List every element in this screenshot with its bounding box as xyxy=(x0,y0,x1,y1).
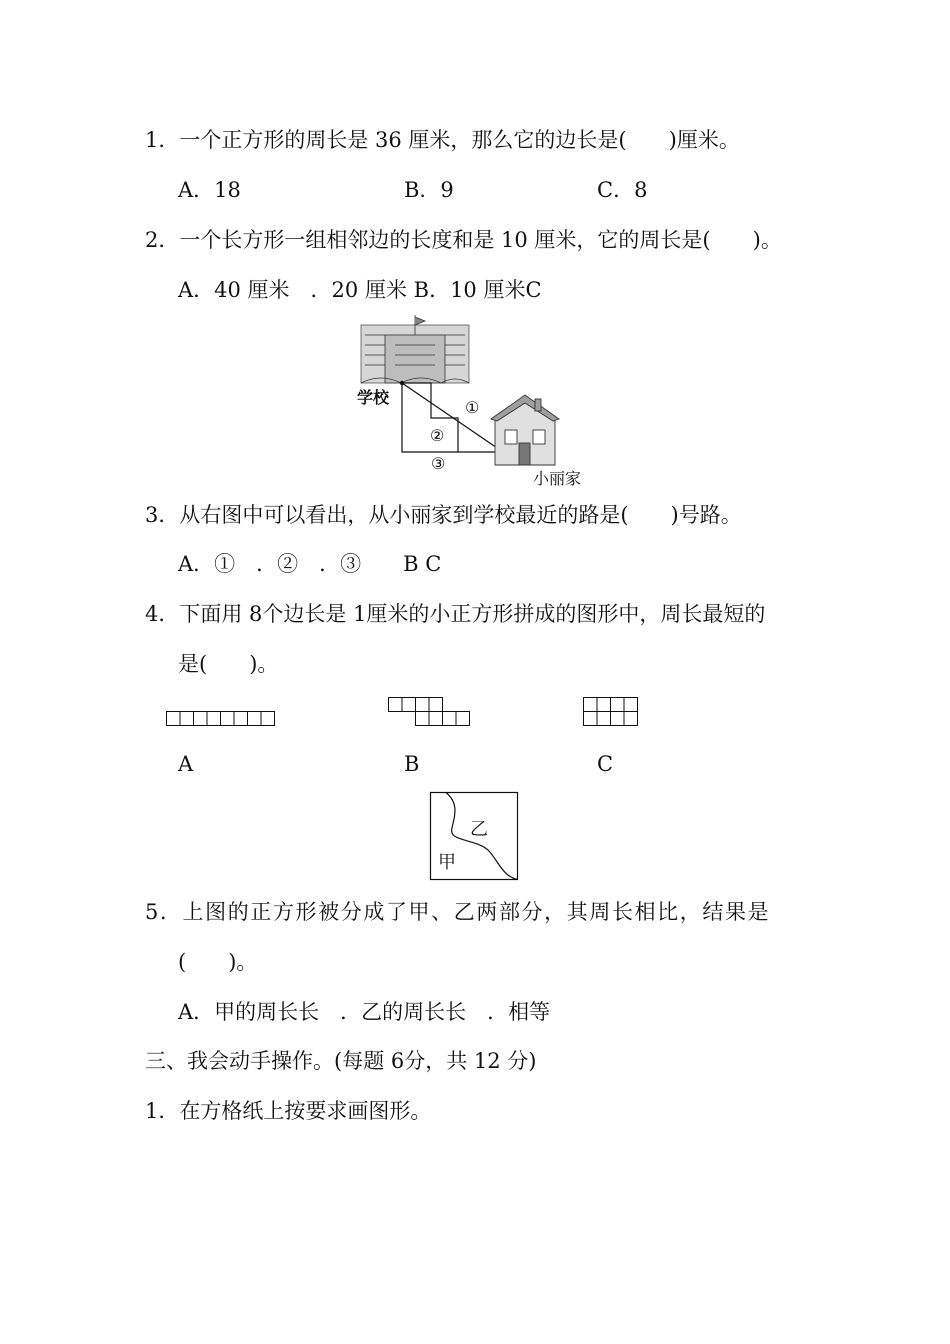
q3-options: A．① ．② ．③ B C xyxy=(178,552,442,576)
section3-heading: 三、我会动手操作。(每题 6分，共 12 分) xyxy=(145,1049,537,1073)
home-label: 小丽家 xyxy=(533,471,582,488)
q4-stem-line1: 4．下面用 8个边长是 1厘米的小正方形拼成的图形中，周长最短的 xyxy=(145,602,766,626)
route-1-label: ① xyxy=(465,398,480,417)
shape-b-grid xyxy=(388,697,472,727)
house-icon xyxy=(491,395,559,465)
shape-a-grid xyxy=(166,711,276,727)
q2-options: A．40 厘米 ．20 厘米 B．10 厘米C xyxy=(178,278,542,302)
q1-stem: 1．一个正方形的周长是 36 厘米，那么它的边长是( )厘米。 xyxy=(145,128,740,152)
shape-b-label: B xyxy=(404,752,420,776)
q2-stem: 2．一个长方形一组相邻边的长度和是 10 厘米，它的周长是( )。 xyxy=(145,228,782,252)
shape-c-grid xyxy=(583,697,641,727)
q1-option-b: B．9 xyxy=(404,178,454,202)
q4-stem-line2: 是( )。 xyxy=(178,652,279,676)
label-jia: 甲 xyxy=(438,852,456,872)
school-point xyxy=(400,381,404,385)
school-building-icon xyxy=(361,315,469,383)
shape-a-label: A xyxy=(178,752,194,776)
label-yi: 乙 xyxy=(470,819,488,839)
q1-option-c: C．8 xyxy=(597,178,648,202)
route-1-path xyxy=(402,383,503,452)
route-3-label: ③ xyxy=(431,454,446,473)
school-home-route-figure xyxy=(355,315,605,490)
shape-c-label: C xyxy=(597,752,614,776)
school-label: 学校 xyxy=(357,390,390,407)
q5-stem-line2: ( )。 xyxy=(178,950,258,974)
section3-item1: 1．在方格纸上按要求画图形。 xyxy=(145,1099,432,1123)
route-2-label: ② xyxy=(430,426,445,445)
q1-option-a: A．18 xyxy=(178,178,241,202)
divided-square-figure xyxy=(430,792,520,882)
q5-options: A．甲的周长长 ．乙的周长长 ．相等 xyxy=(178,1000,551,1024)
q5-stem-line1: 5．上图的正方形被分成了甲、乙两部分，其周长相比，结果是 xyxy=(145,900,771,924)
q3-stem: 3．从右图中可以看出，从小丽家到学校最近的路是( )号路。 xyxy=(145,503,742,527)
